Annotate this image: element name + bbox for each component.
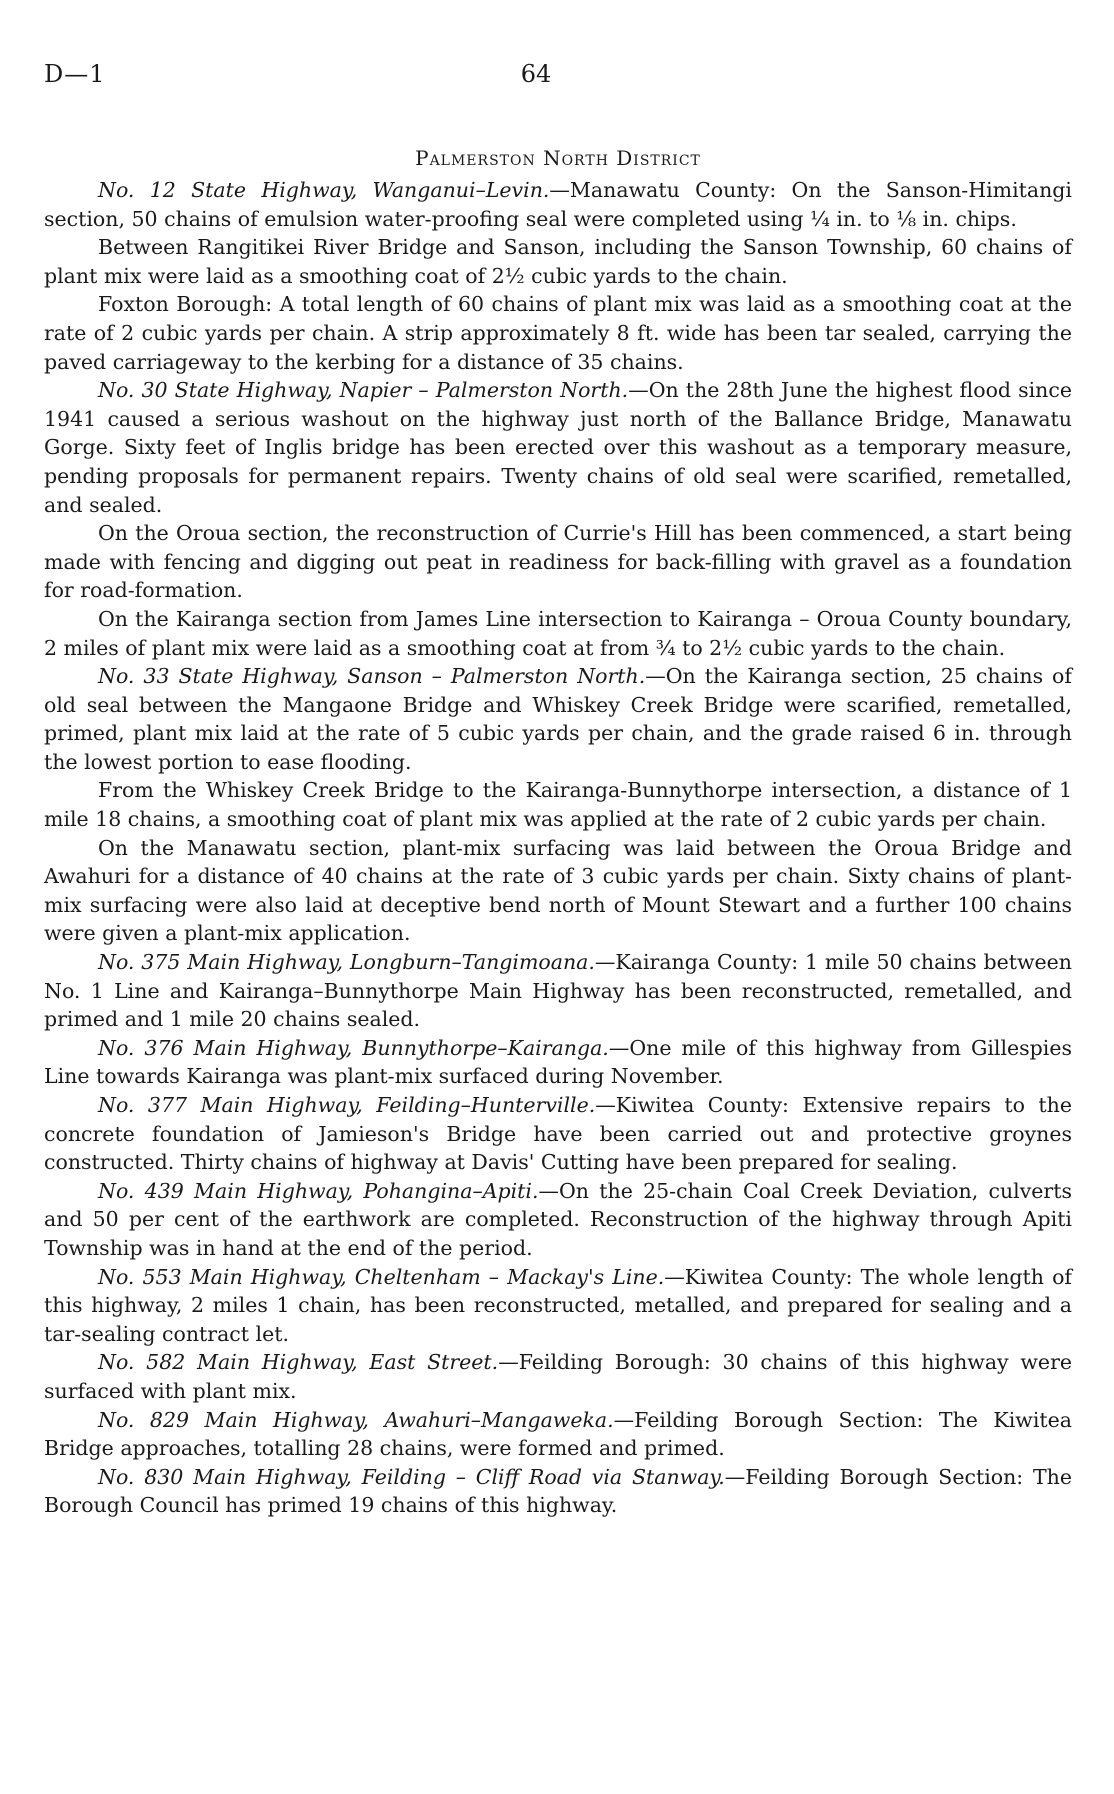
paragraph: [44, 376, 1072, 519]
paragraph: [44, 662, 1072, 776]
paragraph-text: On the Kairanga section from James Line intersection to Kairanga – Oroua County boundary, 2 miles of plant mix were laid as a smoothing coat at from ¾ to 2½ cubic yards to the chain.: [44, 606, 1072, 660]
paragraph: [44, 1348, 1072, 1405]
paragraph-text: —Feilding Borough Section: The Borough Council has primed 19 chains of this highway.: [44, 1464, 1073, 1518]
paragraph: [44, 1177, 1072, 1263]
district-heading: Palmerston North District: [415, 146, 701, 170]
paragraph-text: —Feilding Borough Section: The Kiwitea Bridge approaches, totalling 28 chains, were formed and primed.: [44, 1407, 1072, 1461]
paragraph: [44, 834, 1072, 948]
paragraph-text: —Feilding Borough: 30 chains of this highway were surfaced with plant mix.: [44, 1350, 1072, 1403]
document-reference: D—1: [44, 60, 106, 88]
paragraph: [44, 1406, 1072, 1463]
paragraph-text: Foxton Borough: A total length of 60 chains of plant mix was laid as a smoothing coat at the rate of 2 cubic yards per chain. A strip approximately 8 ft. wide has been tar sealed, carrying the paved carriageway to the kerbing for a distance of 35 chains.: [44, 292, 1072, 374]
paragraph-text: —One mile of this highway from Gillespies Line towards Kairanga was plant-mix surfaced during November.: [44, 1035, 1072, 1089]
highway-heading: No. 582 Main Highway, East Street.: [98, 1350, 499, 1375]
paragraph: [44, 1463, 1072, 1520]
highway-heading: No. 12 State Highway, Wanganui–Levin.: [98, 178, 550, 202]
paragraph: [44, 605, 1072, 662]
paragraph: [44, 776, 1072, 833]
paragraph-text: On the Oroua section, the reconstruction of Currie's Hill has been commenced, a start being made with fencing and digging out peat in readiness for back-filling with gravel as a foundation for road-formation.: [44, 521, 1072, 603]
paragraph-text: On the Manawatu section, plant-mix surfacing was laid between the Oroua Bridge and Awahuri for a distance of 40 chains at the rate of 3 cubic yards per chain. Sixty chains of plant-mix surfacing were also laid at deceptive bend north of Mount Stewart and a further 100 chains were given a plant-mix application.: [44, 835, 1072, 946]
paragraph-text: —Kairanga County: 1 mile 50 chains between No. 1 Line and Kairanga–Bunnythorpe Main Highway has been reconstructed, remetalled, and primed and 1 mile 20 chains sealed.: [44, 950, 1072, 1032]
highway-heading: No. 830 Main Highway, Feilding – Cliff Road via Stanway.: [98, 1464, 725, 1489]
paragraph: [44, 176, 1072, 233]
highway-heading: No. 30 State Highway, Napier – Palmerston North.: [98, 378, 629, 403]
highway-heading: No. 439 Main Highway, Pohangina–Apiti.: [98, 1178, 539, 1203]
paragraph-text: —On the 25-chain Coal Creek Deviation, culverts and 50 per cent of the earthwork are completed. Reconstruction of the highway through Apiti Township was in hand at the end of the period.: [44, 1178, 1072, 1260]
paragraph: [44, 1034, 1072, 1091]
highway-heading: No. 33 State Highway, Sanson – Palmerston North.: [98, 664, 646, 689]
paragraph: [44, 519, 1072, 605]
paragraph-text: —Kiwitea County: The whole length of this highway, 2 miles 1 chain, has been reconstructed, metalled, and prepared for sealing and a tar-sealing contract let.: [44, 1264, 1072, 1346]
highway-heading: No. 376 Main Highway, Bunnythorpe–Kairanga.: [98, 1035, 609, 1060]
paragraph-text: —On the 28th June the highest flood since 1941 caused a serious washout on the highway just north of the Ballance Bridge, Manawatu Gorge. Sixty feet of Inglis bridge has been erected over this washout as a temporary measure, pending proposals for permanent repairs. Twenty chains of old seal were scarified, remetalled, and sealed.: [44, 378, 1073, 517]
paragraph: [44, 233, 1072, 290]
paragraph: [44, 1091, 1072, 1177]
paragraph-text: From the Whiskey Creek Bridge to the Kairanga-Bunnythorpe intersection, a distance of 1 mile 18 chains, a smoothing coat of plant mix was applied at the rate of 2 cubic yards per chain.: [44, 778, 1072, 832]
body-text: [44, 176, 1072, 1520]
highway-heading: No. 829 Main Highway, Awahuri–Mangaweka.: [98, 1407, 614, 1432]
paragraph-text: —Manawatu County: On the Sanson-Himitangi section, 50 chains of emulsion water-proofing seal were completed using ¼ in. to ⅛ in. chips.: [44, 178, 1072, 231]
highway-heading: No. 377 Main Highway, Feilding–Hunterville.: [98, 1093, 596, 1117]
paragraph-text: Between Rangitikei River Bridge and Sanson, including the Sanson Township, 60 chains of plant mix were laid as a smoothing coat of 2½ cubic yards to the chain.: [44, 235, 1072, 288]
paragraph-text: —On the Kairanga section, 25 chains of old seal between the Mangaone Bridge and Whiskey Creek Bridge were scarified, remetalled, primed, plant mix laid at the rate of 5 cubic yards per chain, and the grade raised 6 in. through the lowest portion to ease flooding.: [44, 664, 1072, 774]
paragraph: [44, 1263, 1072, 1349]
paragraph: [44, 948, 1072, 1034]
page-header: [44, 60, 1072, 100]
paragraph-text: —Kiwitea County: Extensive repairs to the concrete foundation of Jamieson's Bridge have been carried out and protective groynes constructed. Thirty chains of highway at Davis' Cutting have been prepared for sealing.: [44, 1093, 1072, 1175]
page-number: 64: [520, 60, 552, 88]
highway-heading: No. 375 Main Highway, Longburn–Tangimoana.: [98, 950, 595, 975]
highway-heading: No. 553 Main Highway, Cheltenham – Mackay's Line.: [98, 1264, 665, 1289]
document-page: [44, 60, 1072, 1520]
paragraph: [44, 290, 1072, 376]
